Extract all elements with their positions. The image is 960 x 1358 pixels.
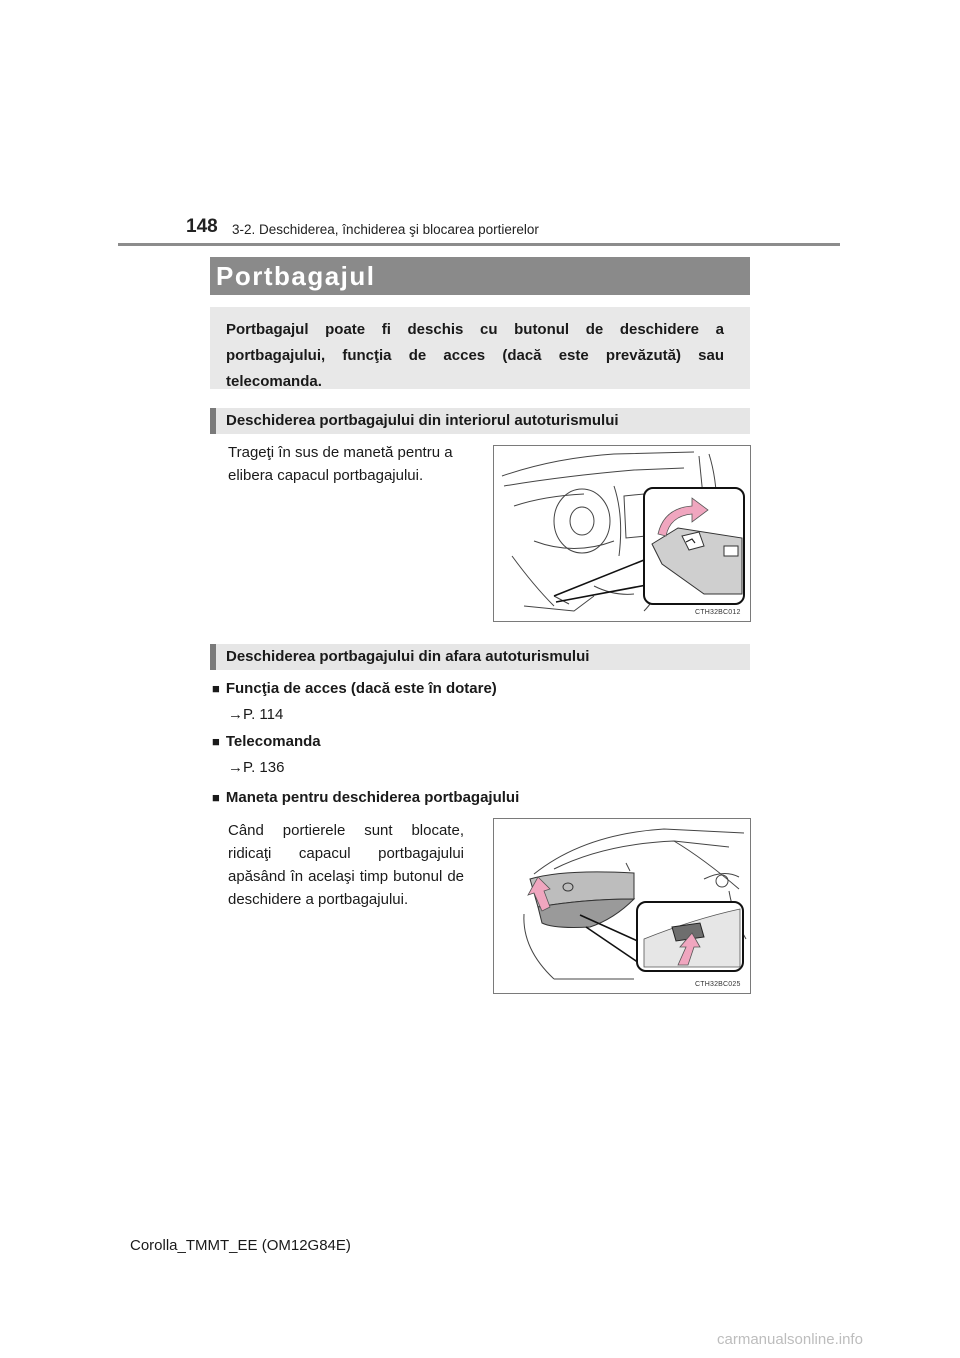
bullet-trunk-lever [212, 789, 519, 806]
section-title: Portbagajul [210, 257, 750, 295]
figure-interior-lever [493, 445, 751, 622]
page-number: 148 [186, 216, 218, 237]
chapter-title: 3-2. Deschiderea, închiderea şi blocarea portierelor [232, 222, 539, 237]
figure-exterior-trunk [493, 818, 751, 994]
inside-instruction: Trageţi în sus de manetă pentru a elibera capacul portbagajului. [228, 444, 453, 484]
watermark: carmanualsonline.info [717, 1331, 863, 1348]
bullet-access-function [212, 680, 497, 697]
header-rule [118, 243, 840, 246]
bullet-remote-label: Telecomanda [225, 733, 321, 750]
manual-id: Corolla_TMMT_EE (OM12G84E) [130, 1237, 351, 1254]
bullet-remote [212, 733, 321, 750]
bullet-square-icon: ■ [212, 790, 220, 805]
subsection-inside-heading: Deschiderea portbagajului din interiorul autoturismului [210, 408, 750, 434]
bullet-square-icon: ■ [212, 734, 220, 749]
interior-illustration [494, 446, 750, 621]
figure-code-1: CTH32BC012 [695, 609, 741, 616]
bullet-square-icon: ■ [212, 681, 220, 696]
outside-instruction: Când portierele sunt blocate, ridicaţi capacul portbagajului apăsând în acelaşi timp butonul de deschidere a portbagajului. [228, 822, 464, 908]
bullet-trunk-lever-label: Maneta pentru deschiderea portbagajului [225, 789, 520, 806]
exterior-illustration [494, 819, 750, 993]
ref-page-114[interactable]: →P. 114 [228, 706, 284, 723]
bullet-access-function-label: Funcţia de acces (dacă este în dotare) [225, 680, 497, 697]
ref-page-136[interactable]: →P. 136 [228, 759, 285, 776]
intro-box: Portbagajul poate fi deschis cu butonul de deschidere a portbagajului, funcţia de acces (dacă este prevăzută) sau telecomanda. [210, 307, 750, 389]
figure-code-2: CTH32BC025 [695, 981, 741, 988]
subsection-outside-heading: Deschiderea portbagajului din afara autoturismului [210, 644, 750, 670]
